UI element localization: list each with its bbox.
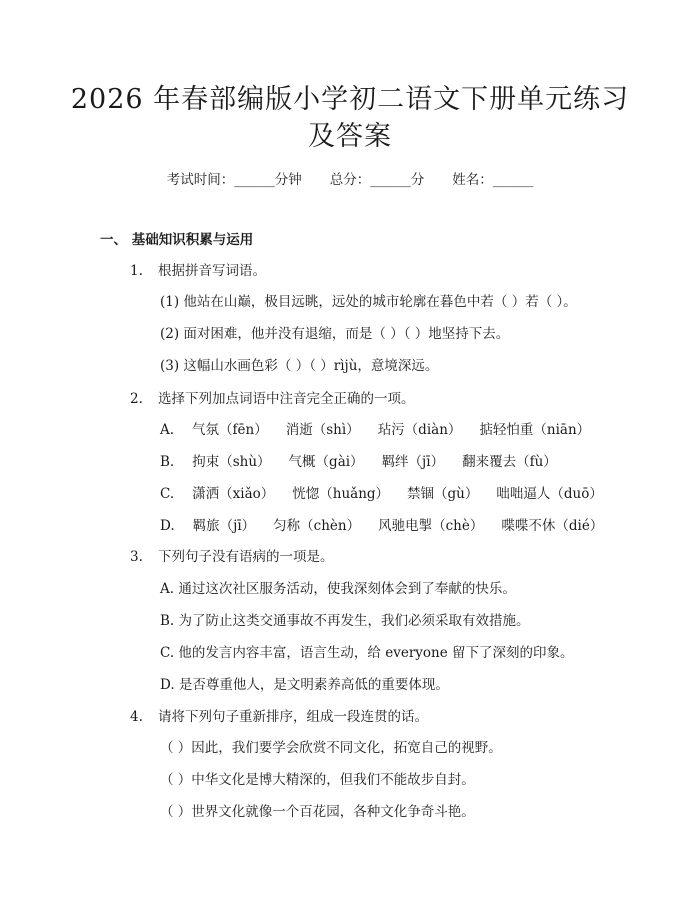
option-word: 气氛（fēn） <box>192 422 268 438</box>
question-1-item: (3) 这幅山水画色彩（ ）（ ）rìjù，意境深远。 <box>160 358 439 374</box>
option-word: 玷污（diàn） <box>377 422 462 438</box>
ordering-item: （ ）世界文化就像一个百花园，各种文化争奇斗艳。 <box>160 804 475 820</box>
option-word: 翻来覆去（fù） <box>462 454 557 470</box>
question-number: 4. <box>130 709 143 725</box>
question-text: 下列句子没有语病的一项是。 <box>158 549 334 565</box>
option-word: 拘束（shù） <box>192 454 271 470</box>
question-3-stem <box>130 547 334 567</box>
option-label: D. <box>160 518 175 534</box>
option-word: 羁绊（jī） <box>381 454 445 470</box>
option-label: C. <box>160 486 175 502</box>
question-1-item: (1) 他站在山巅，极目远眺，远处的城市轮廓在暮色中若（ ）若（ ）。 <box>160 294 577 310</box>
exam-time-field: 考试时间：______分钟 <box>166 172 302 188</box>
choice-option-c: C. 他的发言内容丰富，语言生动，给 everyone 留下了深刻的印象。 <box>160 645 574 661</box>
question-1-stem <box>130 261 266 281</box>
option-word: 羁旅（jī） <box>192 518 256 534</box>
option-word: 喋喋不休（dié） <box>501 518 604 534</box>
choice-option-d <box>160 516 621 536</box>
choice-option-c <box>160 484 621 504</box>
option-word: 禁锢（gù） <box>407 486 479 502</box>
option-word: 掂轻怕重（niān） <box>479 422 591 438</box>
question-1-item: (2) 面对困难，他并没有退缩，而是（ ）（ ）地坚持下去。 <box>160 326 510 342</box>
option-label: B. <box>160 454 175 470</box>
option-label: A. <box>160 422 175 438</box>
option-word: 气概（gài） <box>288 454 364 470</box>
page-title-line-2: 及答案 <box>308 121 392 152</box>
question-number: 1. <box>130 263 143 279</box>
total-score-field: 总分：______分 <box>329 172 425 188</box>
option-word: 消逝（shì） <box>285 422 360 438</box>
question-number: 3. <box>130 549 143 565</box>
exam-info-row <box>0 168 700 188</box>
option-word: 恍惚（huǎng） <box>292 486 390 502</box>
question-text: 根据拼音写词语。 <box>158 263 266 279</box>
section-heading: 一、 基础知识积累与运用 <box>100 232 254 248</box>
question-text: 请将下列句子重新排序，组成一段连贯的话。 <box>158 709 428 725</box>
ordering-item: （ ）因此，我们要学会欣赏不同文化，拓宽自己的视野。 <box>160 740 502 756</box>
student-name-field: 姓名：______ <box>452 172 534 188</box>
option-word: 风驰电掣（chè） <box>378 518 484 534</box>
page-title-line-1: 2026 年春部编版小学初二语文下册单元练习 <box>70 84 630 115</box>
choice-option-b: B. 为了防止这类交通事故不再发生，我们必须采取有效措施。 <box>160 613 530 629</box>
question-4-stem <box>130 707 428 727</box>
option-word: 咄咄逼人（duō） <box>496 486 603 502</box>
choice-option-b <box>160 452 575 472</box>
ordering-item: （ ）中华文化是博大精深的，但我们不能故步自封。 <box>160 772 475 788</box>
question-number: 2. <box>130 391 143 407</box>
question-2-stem <box>130 389 415 409</box>
question-text: 选择下列加点词语中注音完全正确的一项。 <box>158 391 415 407</box>
option-word: 匀称（chèn） <box>273 518 361 534</box>
choice-option-a <box>160 420 608 440</box>
choice-option-a: A. 通过这次社区服务活动，使我深刻体会到了奉献的快乐。 <box>160 581 516 597</box>
choice-option-d: D. 是否尊重他人，是文明素养高低的重要体现。 <box>160 677 449 693</box>
option-word: 潇洒（xiǎo） <box>192 486 275 502</box>
